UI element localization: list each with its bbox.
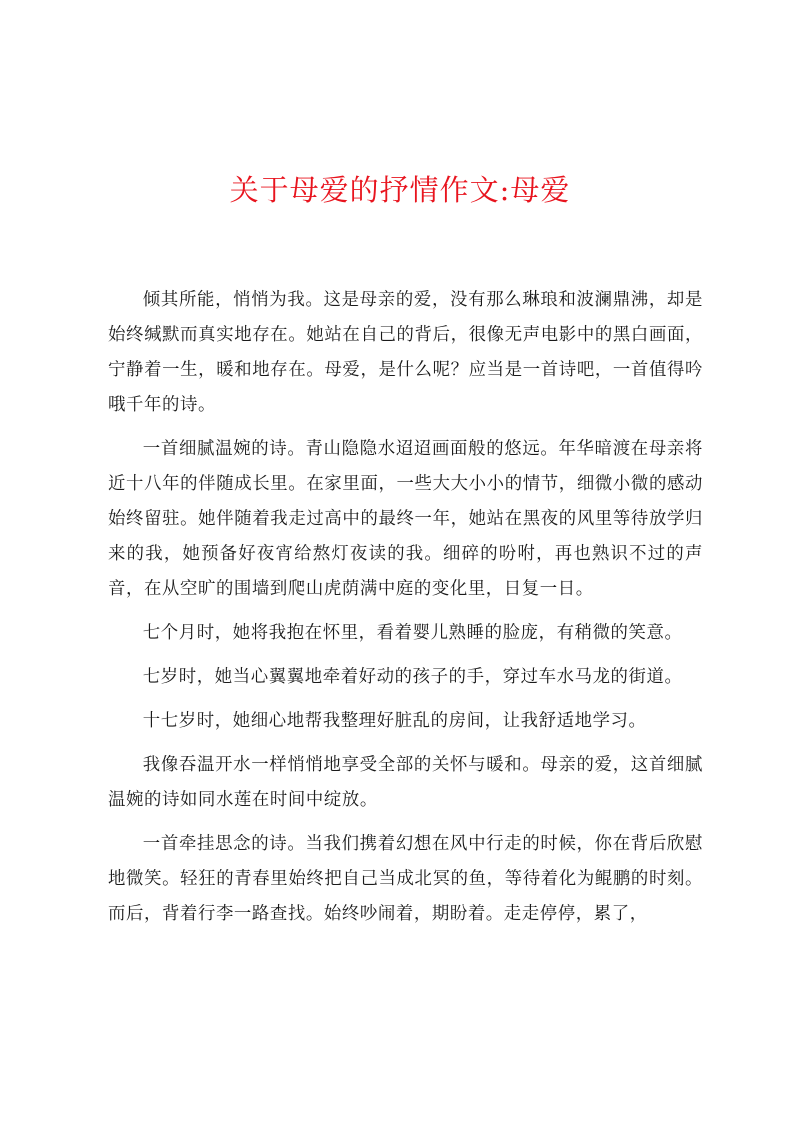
paragraph: 一首牵挂思念的诗。当我们携着幻想在风中行走的时候，你在背后欣慰地微笑。轻狂的青春里始终把自己当成北冥的鱼，等待着化为鲲鹏的时刻。而后，背着行李一路查找。始终吵闹着，期盼着。走走停停，累了，	[108, 834, 703, 924]
paragraph: 七个月时，她将我抱在怀里，看着婴儿熟睡的脸庞，有稍微的笑意。	[142, 623, 683, 643]
document-title: 关于母爱的抒情作文:母爱	[229, 173, 571, 207]
paragraph: 七岁时，她当心翼翼地牵着好动的孩子的手，穿过车水马龙的街道。	[142, 667, 683, 687]
paragraph: 倾其所能，悄悄为我。这是母亲的爱，没有那么琳琅和波澜鼎沸，却是始终缄默而真实地存在。她站在自己的背后，很像无声电影中的黑白画面，宁静着一生，暖和地存在。母爱，是什么呢？应当是一首诗吧，一首值得吟哦千年的诗。	[108, 290, 703, 415]
paragraph: 我像吞温开水一样悄悄地享受全部的关怀与暖和。母亲的爱，这首细腻温婉的诗如同水莲在时间中绽放。	[108, 755, 703, 810]
paragraph: 十七岁时，她细心地帮我整理好脏乱的房间，让我舒适地学习。	[142, 711, 647, 731]
paragraph: 一首细腻温婉的诗。青山隐隐水迢迢画面般的悠远。年华暗渡在母亲将近十八年的伴随成长里。在家里面，一些大大小小的情节，细微小微的感动始终留驻。她伴随着我走过高中的最终一年，她站在黑夜的风里等待放学归来的我，她预备好夜宵给熬灯夜读的我。细碎的吩咐，再也熟识不过的声音，在从空旷的围墙到爬山虎荫满中庭的变化里，日复一日。	[108, 439, 703, 599]
document-body	[108, 283, 703, 941]
